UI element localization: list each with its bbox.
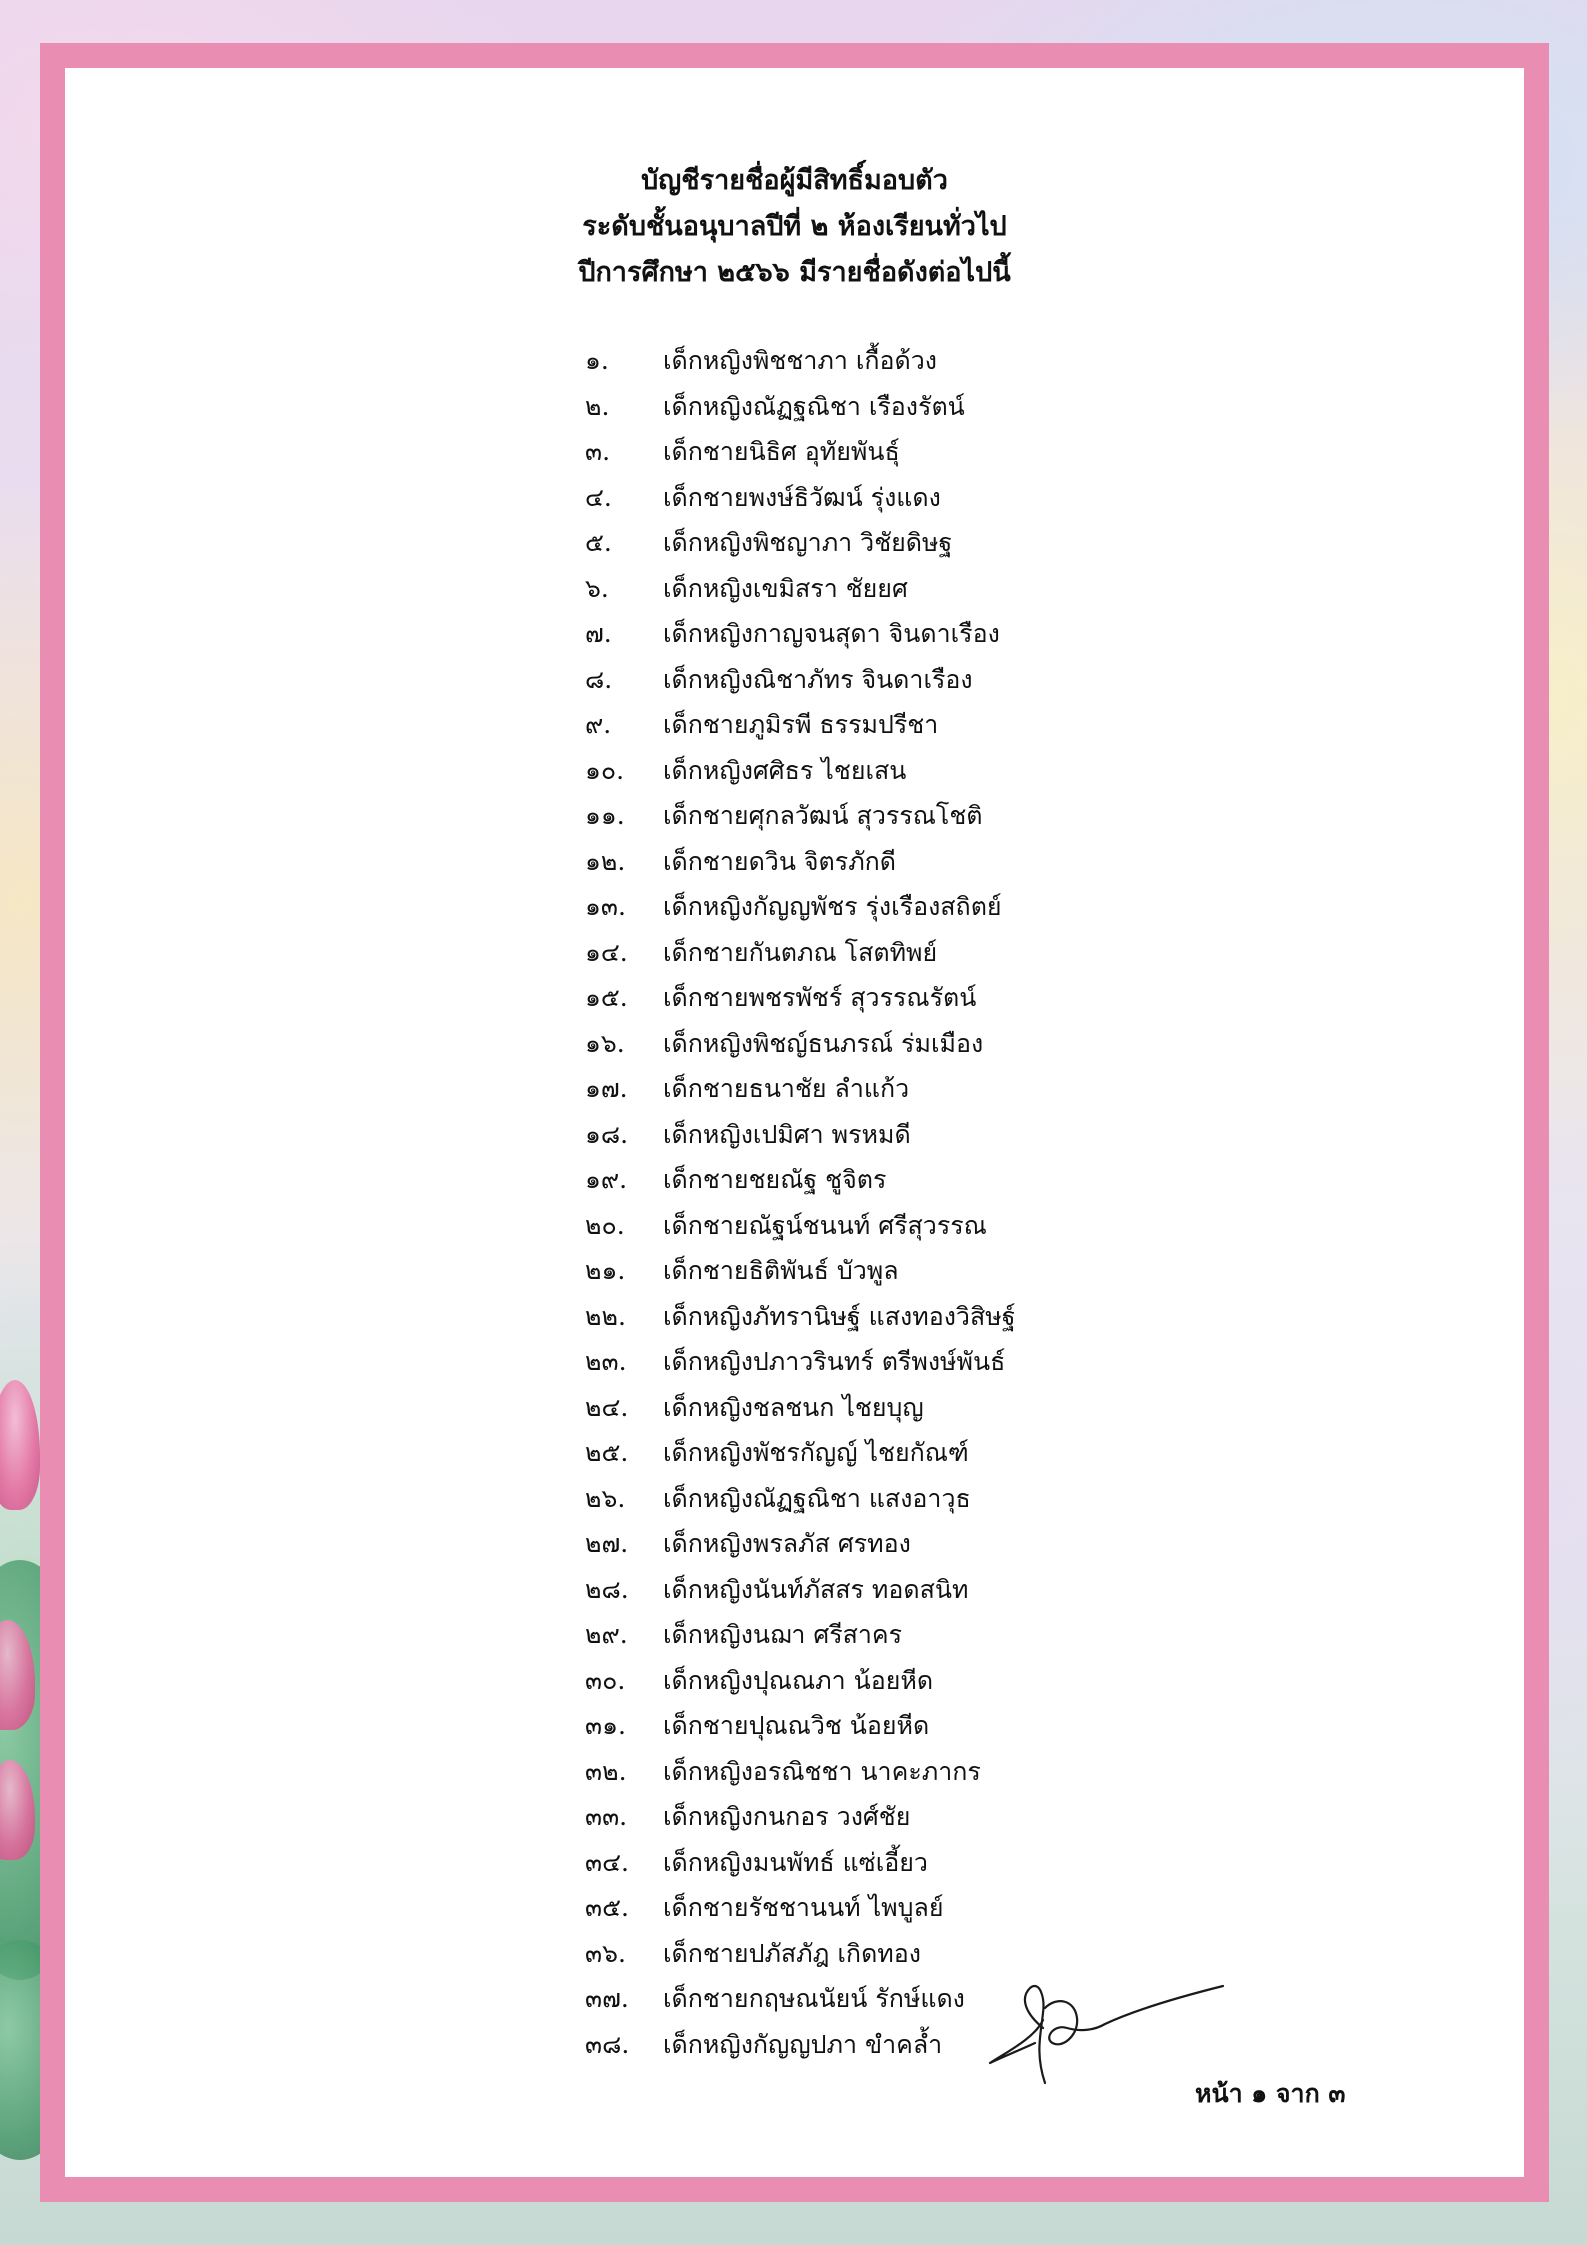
student-row — [585, 884, 1016, 930]
student-name: เด็กชายนิธิศ อุทัยพันธุ์ — [663, 437, 900, 466]
document-frame — [40, 43, 1549, 2202]
student-row — [585, 1066, 1016, 1112]
student-name: เด็กชายปภัสภัฎ เกิดทอง — [663, 1938, 922, 1968]
title-line: บัญชีรายชื่อผู้มีสิทธิ์มอบตัว — [641, 165, 948, 196]
student-name: เด็กหญิงอรณิชชา นาคะภากร — [663, 1756, 981, 1786]
background-lotus-flower — [0, 1380, 40, 1510]
signature-image — [985, 1958, 1225, 2088]
student-row — [585, 1794, 1016, 1840]
student-name: เด็กชายปุณณวิช น้อยหีด — [663, 1711, 930, 1740]
student-row — [585, 1021, 1016, 1067]
student-number: ๒๓. — [585, 1347, 627, 1376]
student-row — [585, 1840, 1016, 1886]
student-row — [585, 1112, 1016, 1158]
student-number: ๑๗. — [585, 1074, 628, 1103]
student-number: ๓๕. — [585, 1893, 629, 1922]
student-row — [585, 1203, 1016, 1249]
student-number: ๓. — [585, 437, 611, 466]
student-name: เด็กหญิงมนพัทธ์ แซ่เอี้ยว — [663, 1847, 928, 1877]
student-name: เด็กหญิงณัฏฐณิชา เรืองรัตน์ — [663, 391, 965, 421]
student-row — [585, 1931, 1016, 1977]
student-number: ๑๙. — [585, 1165, 628, 1194]
student-row — [585, 1430, 1016, 1476]
student-row — [585, 839, 1016, 885]
student-name: เด็กหญิงพิชชาภา เกื้อด้วง — [663, 346, 937, 375]
student-number: ๘. — [585, 664, 613, 694]
title-line: ระดับชั้นอนุบาลปีที่ ๒ ห้องเรียนทั่วไป — [582, 211, 1007, 242]
student-number: ๑๐. — [585, 755, 625, 785]
student-name: เด็กหญิงนันท์ภัสสร ทอดสนิท — [663, 1574, 969, 1604]
student-number: ๙. — [585, 710, 612, 739]
student-name: เด็กชายธนาชัย ลำแก้ว — [663, 1074, 910, 1103]
student-row — [585, 1294, 1016, 1340]
student-name: เด็กหญิงกนกอร วงศ์ชัย — [663, 1802, 911, 1831]
student-name: เด็กหญิงกัญญปภา ขำคล้ำ — [663, 2029, 943, 2059]
student-name: เด็กชายรัชชานนท์ ไพบูลย์ — [663, 1893, 944, 1922]
student-row — [585, 1521, 1016, 1567]
student-row — [585, 1476, 1016, 1522]
student-row — [585, 1248, 1016, 1294]
student-row — [585, 1976, 1016, 2022]
student-row — [585, 702, 1016, 748]
student-name: เด็กหญิงศศิธร ไชยเสน — [663, 755, 907, 785]
student-row — [585, 1885, 1016, 1931]
student-number: ๓๓. — [585, 1802, 628, 1831]
student-name: เด็กชายณัฐน์ชนนท์ ศรีสุวรรณ — [663, 1210, 987, 1240]
student-row — [585, 1658, 1016, 1704]
student-number: ๑. — [585, 346, 609, 375]
student-number: ๗. — [585, 619, 612, 648]
student-name: เด็กชายชยณัฐ ชูจิตร — [663, 1165, 887, 1194]
student-name: เด็กชายภูมิรพี ธรรมปรีชา — [663, 710, 939, 739]
student-row — [585, 429, 1016, 475]
student-row — [585, 1339, 1016, 1385]
student-row — [585, 566, 1016, 612]
student-number: ๓๗. — [585, 1984, 629, 2013]
student-row — [585, 1749, 1016, 1795]
student-name: เด็กหญิงพรลภัส ศรทอง — [663, 1529, 911, 1558]
student-number: ๕. — [585, 528, 612, 557]
student-row — [585, 793, 1016, 839]
student-row — [585, 520, 1016, 566]
student-list — [585, 338, 1016, 2067]
student-row — [585, 657, 1016, 703]
page-number: หน้า ๑ จาก ๓ — [1195, 2079, 1346, 2108]
student-number: ๑๔. — [585, 937, 628, 967]
student-name: เด็กหญิงพิชญ์ธนภรณ์ ร่มเมือง — [663, 1028, 984, 1058]
student-name: เด็กชายธิติพันธ์ บัวพูล — [663, 1256, 899, 1285]
student-name: เด็กหญิงกาญจนสุดา จินดาเรือง — [663, 619, 1000, 648]
student-number: ๒๒. — [585, 1301, 626, 1331]
student-name: เด็กชายพชรพัชร์ สุวรรณรัตน์ — [663, 983, 977, 1012]
student-number: ๑๓. — [585, 892, 626, 921]
student-name: เด็กหญิงเปมิศา พรหมดี — [663, 1119, 911, 1149]
student-row — [585, 2022, 1016, 2068]
document-page — [65, 68, 1524, 2177]
student-name: เด็กหญิงณัฏฐณิชา แสงอาวุธ — [663, 1483, 971, 1513]
student-name: เด็กชายกันตภณ โสตทิพย์ — [663, 937, 938, 967]
student-number: ๑๘. — [585, 1119, 629, 1149]
student-number: ๓๖. — [585, 1938, 626, 1968]
student-row — [585, 1567, 1016, 1613]
student-name: เด็กหญิงกัญญพัชร รุ่งเรืองสถิตย์ — [663, 892, 1002, 921]
student-number: ๑๕. — [585, 983, 628, 1012]
student-row — [585, 475, 1016, 521]
student-number: ๒๘. — [585, 1574, 629, 1604]
student-name: เด็กหญิงนฌา ศรีสาคร — [663, 1620, 903, 1649]
student-name: เด็กหญิงพิชญาภา วิชัยดิษฐ — [663, 528, 953, 557]
student-row — [585, 748, 1016, 794]
student-name: เด็กชายศุกลวัฒน์ สุวรรณโชติ — [663, 801, 983, 830]
document-title — [65, 158, 1524, 296]
student-number: ๖. — [585, 573, 609, 603]
student-number: ๑๑. — [585, 801, 625, 830]
student-number: ๑๒. — [585, 846, 626, 876]
student-name: เด็กชายพงษ์ธิวัฒน์ รุ่งแดง — [663, 482, 941, 512]
student-number: ๒๔. — [585, 1392, 629, 1422]
student-name: เด็กหญิงพัชรกัญญ์ ไชยกัณฑ์ — [663, 1438, 969, 1467]
student-number: ๒๑. — [585, 1256, 626, 1285]
student-name: เด็กชายกฤษณนัยน์ รักษ์แดง — [663, 1984, 965, 2013]
student-number: ๓๐. — [585, 1665, 626, 1695]
student-number: ๒๐. — [585, 1210, 625, 1240]
student-row — [585, 611, 1016, 657]
student-number: ๒๙. — [585, 1620, 628, 1649]
student-name: เด็กชายดวิน จิตรภักดี — [663, 846, 897, 876]
student-number: ๒๕. — [585, 1438, 629, 1467]
student-number: ๓๔. — [585, 1847, 629, 1877]
student-row — [585, 1385, 1016, 1431]
student-number: ๒๖. — [585, 1483, 626, 1513]
student-row — [585, 930, 1016, 976]
student-name: เด็กหญิงภัทรานิษฐ์ แสงทองวิสิษฐ์ — [663, 1301, 1016, 1331]
student-name: เด็กหญิงชลชนก ไชยบุญ — [663, 1392, 924, 1422]
student-row — [585, 1703, 1016, 1749]
student-number: ๒๗. — [585, 1529, 629, 1558]
student-number: ๔. — [585, 482, 612, 512]
student-row — [585, 338, 1016, 384]
student-name: เด็กหญิงณิชาภัทร จินดาเรือง — [663, 664, 973, 694]
student-number: ๓๑. — [585, 1711, 626, 1740]
student-row — [585, 1612, 1016, 1658]
student-name: เด็กหญิงปภาวรินทร์ ตรีพงษ์พันธ์ — [663, 1347, 1006, 1376]
student-number: ๓๒. — [585, 1756, 627, 1786]
student-number: ๑๖. — [585, 1028, 625, 1058]
student-number: ๒. — [585, 391, 610, 421]
student-row — [585, 975, 1016, 1021]
student-row — [585, 384, 1016, 430]
student-name: เด็กหญิงปุณณภา น้อยหีด — [663, 1665, 934, 1695]
student-row — [585, 1157, 1016, 1203]
student-number: ๓๘. — [585, 2029, 630, 2059]
student-name: เด็กหญิงเขมิสรา ชัยยศ — [663, 573, 908, 603]
title-line: ปีการศึกษา ๒๕๖๖ มีรายชื่อดังต่อไปนี้ — [578, 257, 1011, 288]
